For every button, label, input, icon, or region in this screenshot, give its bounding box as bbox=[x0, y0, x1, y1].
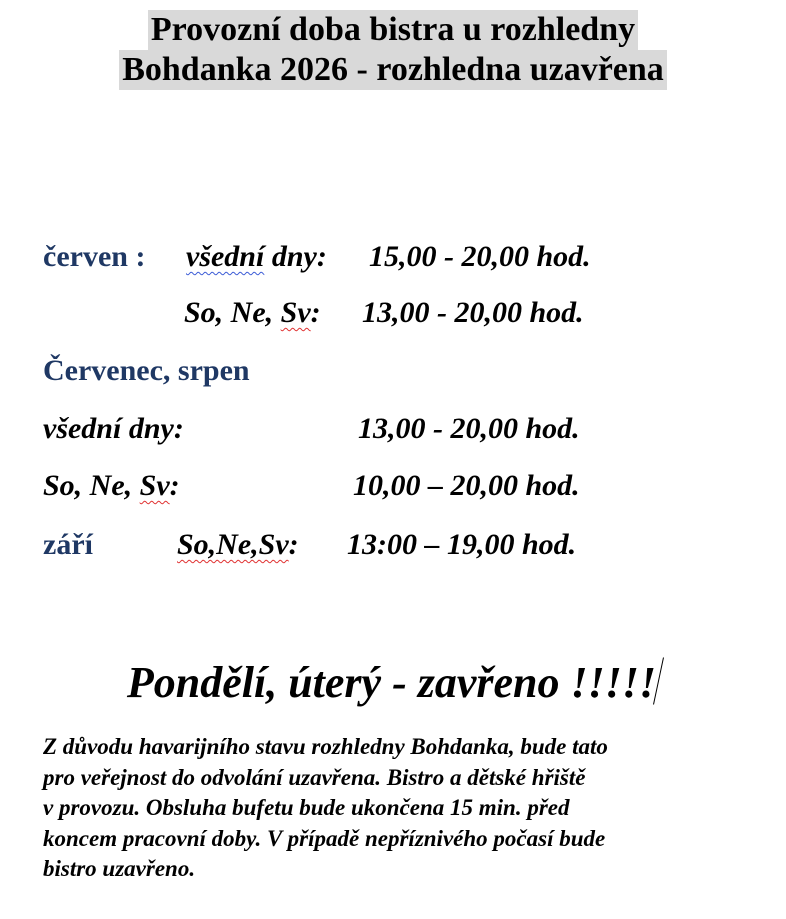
title-line-1: Provozní doba bistra u rozhledny bbox=[148, 10, 638, 50]
june-month-label: červen : bbox=[43, 240, 146, 273]
july-august-weekday-hours: 13,00 - 20,00 hod. bbox=[358, 412, 580, 445]
july-august-weekend-label-suffix: : bbox=[169, 469, 180, 502]
title-line-2: Bohdanka 2026 - rozhledna uzavřena bbox=[119, 50, 667, 90]
closure-note: Z důvodu havarijního stavu rozhledny Bohdanka, bude tato pro veřejnost do odvolání uzavřena. Bistro a dětské hřiště v provozu. Obsluha bufetu bude ukončena 15 min. před koncem pracovní doby. V případě nepříznivého počasí bude bistro uzavřeno. bbox=[43, 734, 608, 881]
september-weekend-label-underlined: So,Ne,Sv bbox=[177, 528, 289, 561]
june-weekday-label-underlined: všední bbox=[186, 240, 265, 273]
june-weekend-label bbox=[184, 296, 321, 330]
closed-notice-text: Pondělí, úterý - zavřeno !!!!! bbox=[126, 658, 657, 707]
july-august-weekend-hours: 10,00 – 20,00 hod. bbox=[353, 469, 580, 502]
july-august-weekend-label-underlined: Sv bbox=[139, 469, 170, 502]
september-month-label: září bbox=[43, 528, 93, 561]
july-august-weekday-label: všední dny: bbox=[43, 412, 184, 445]
july-august-weekend-label-prefix: So, Ne, bbox=[43, 469, 140, 502]
closed-notice bbox=[0, 657, 786, 709]
june-weekend-hours: 13,00 - 20,00 hod. bbox=[362, 296, 584, 329]
july-august-weekend-label bbox=[43, 469, 180, 503]
june-weekend-label-prefix: So, Ne, bbox=[184, 296, 281, 329]
september-weekend-hours: 13:00 – 19,00 hod. bbox=[347, 528, 577, 561]
june-weekday-hours: 15,00 - 20,00 hod. bbox=[369, 240, 591, 273]
june-weekend-label-suffix: : bbox=[310, 296, 321, 329]
september-weekend-label bbox=[177, 528, 299, 562]
page-title bbox=[0, 10, 786, 90]
september-weekend-label-suffix: : bbox=[288, 528, 299, 561]
june-weekday-label bbox=[186, 240, 327, 274]
june-weekday-label-rest: dny: bbox=[264, 240, 327, 273]
june-weekend-label-underlined: Sv bbox=[280, 296, 311, 329]
july-august-heading: Červenec, srpen bbox=[43, 354, 250, 387]
